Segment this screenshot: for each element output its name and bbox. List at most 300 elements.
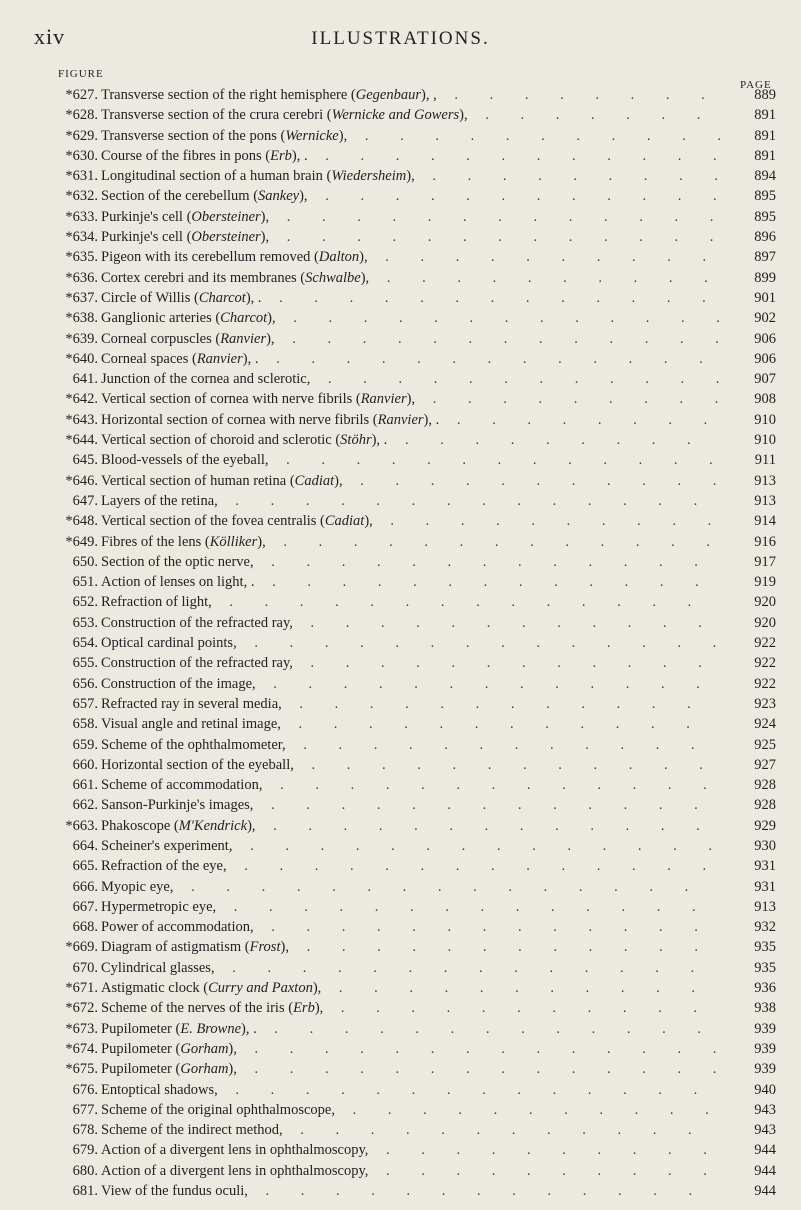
list-item [0,917,801,937]
figure-caption [101,978,721,998]
page-number: 944 [754,1183,776,1200]
caption-text: Horizontal section of cornea with nerve fibrils ( [101,411,378,428]
list-item [0,958,801,978]
caption-suffix: ), [312,980,322,997]
caption-text: Pupilometer ( [101,1040,181,1057]
figure-caption [101,775,721,795]
figure-caption [101,85,721,105]
caption-suffix: ), [360,269,370,286]
caption-suffix: ), . [242,350,259,367]
caption-text: Sanson-Purkinje's images, [101,797,254,814]
figure-caption [101,166,721,186]
caption-author: Cadiat [324,513,365,530]
page-number: 943 [754,1122,776,1139]
page-header [0,22,801,56]
page-number: 919 [754,574,776,591]
page-number: 944 [754,1162,776,1179]
figure-number: *646. [65,472,98,489]
caption-text: Pigeon with its cerebellum removed ( [101,249,319,266]
caption-suffix: ), [267,310,276,327]
page-number: 891 [754,127,776,144]
caption-author: Charcot [220,310,268,327]
caption-suffix: ), . [245,289,262,306]
list-item [0,856,801,876]
list-item [0,247,801,267]
caption-suffix: ), [406,391,416,408]
figure-number: *639. [65,330,98,347]
list-item [0,186,801,206]
figure-number: 650. [72,553,98,570]
page-number: 920 [754,594,776,611]
page-number: 922 [754,655,776,672]
figure-caption [101,349,721,369]
caption-author: M'Kendrick [178,817,248,834]
page-number: 927 [754,756,776,773]
page-number: 895 [754,188,776,205]
figure-number: 678. [72,1122,98,1139]
page-number: 940 [754,1081,776,1098]
figure-number: *629. [65,127,98,144]
figure-number: *649. [65,533,98,550]
caption-author: Gorham [180,1061,229,1078]
list-item [0,1120,801,1140]
page-number: 938 [754,1000,776,1017]
figure-caption [101,917,721,937]
figure-caption [101,836,721,856]
figure-caption [101,227,721,247]
figure-number: *643. [65,411,98,428]
list-item [0,1059,801,1079]
caption-author: Dalton [318,249,360,266]
figure-number: *633. [65,208,98,225]
figure-caption [101,1059,721,1079]
figure-number: 666. [72,878,98,895]
figure-caption [101,491,721,511]
list-item [0,349,801,369]
caption-text: Purkinje's cell ( [101,208,192,225]
figure-caption [101,714,721,734]
caption-suffix: ), [299,188,308,205]
caption-text: Transverse section of the right hemisphere ( [101,87,356,103]
figure-caption [101,674,721,694]
list-item [0,105,801,125]
figure-caption [101,410,721,430]
figure-number: *644. [65,432,98,449]
caption-text: Hypermetropic eye, [101,898,217,915]
caption-suffix: ), . [371,432,388,449]
caption-suffix: ), [257,533,266,550]
page-number: 906 [754,330,776,347]
illustration-list [0,85,801,1201]
caption-text: Scheme of the nerves of the iris ( [101,1000,294,1017]
figure-column-heading: FIGURE [58,68,104,80]
caption-text: Action of lenses on light, . [101,574,255,591]
caption-text: Course of the fibres in pons ( [101,147,271,164]
caption-text: Transverse section of the pons ( [101,127,286,144]
figure-caption [101,389,721,409]
figure-number: *663. [65,817,98,834]
figure-number: 676. [72,1081,98,1098]
caption-suffix: ), . [423,411,440,428]
list-item [0,126,801,146]
page-number: 914 [754,513,776,530]
figure-number: *628. [65,107,98,124]
figure-number: *632. [65,188,98,205]
caption-text: Diagram of astigmatism ( [101,939,250,956]
caption-author: E. Browne [180,1020,242,1037]
page-number: 939 [754,1061,776,1078]
figure-caption [101,511,721,531]
page-number: 924 [754,716,776,733]
caption-suffix: ), [260,208,270,225]
page-number: 939 [754,1020,776,1037]
figure-number: *631. [65,168,98,185]
caption-text: Vertical section of human retina ( [101,472,295,489]
caption-text: Ganglionic arteries ( [101,310,221,327]
page-number: 896 [754,229,776,246]
page-number: 931 [754,858,776,875]
page-number: 908 [754,391,776,408]
figure-number: *671. [65,980,98,997]
list-item [0,694,801,714]
caption-author: Obersteiner [191,229,261,246]
page-number: 910 [754,411,776,428]
figure-caption [101,450,721,470]
figure-number: *672. [65,1000,98,1017]
caption-text: Power of accommodation, [101,919,254,936]
figure-number: 659. [72,736,98,753]
figure-caption [101,592,721,612]
list-item [0,653,801,673]
caption-text: Longitudinal section of a human brain ( [101,168,332,185]
caption-text: Vertical section of the fovea centralis ( [101,513,325,530]
caption-text: Construction of the refracted ray, [101,614,293,631]
caption-author: Ranvier [377,411,424,428]
page-number: 930 [754,837,776,854]
page-number: 889 [754,87,776,103]
figure-number: 641. [72,371,98,388]
caption-text: Horizontal section of the eyeball, [101,756,294,773]
figure-number: 647. [72,492,98,509]
list-item [0,369,801,389]
caption-author: Gegenbaur [355,87,422,103]
caption-text: View of the fundus oculi, [101,1183,248,1200]
caption-author: Erb [293,1000,315,1017]
list-item [0,897,801,917]
caption-suffix: ), [247,817,256,834]
figure-caption [101,471,721,491]
figure-caption [101,1140,721,1160]
caption-suffix: ), [228,1061,237,1078]
figure-number: *675. [65,1061,98,1078]
figure-caption [101,897,721,917]
page-number: 925 [754,736,776,753]
list-item [0,998,801,1018]
list-item [0,836,801,856]
list-item [0,85,801,105]
page-number: 913 [754,492,776,509]
caption-suffix: ), [359,249,368,266]
list-item [0,1100,801,1120]
list-item [0,735,801,755]
figure-number: *635. [65,249,98,266]
figure-number: 645. [72,452,98,469]
list-item [0,552,801,572]
list-item [0,1181,801,1201]
caption-author: Kölliker [209,533,258,550]
figure-caption [101,329,721,349]
page-number: 939 [754,1040,776,1057]
caption-author: Gorham [180,1040,229,1057]
figure-number: 662. [72,797,98,814]
figure-caption [101,653,721,673]
figure-number: 653. [72,614,98,631]
page-number: 895 [754,208,776,225]
caption-author: Charcot [198,289,246,306]
page-number: 911 [754,452,776,469]
caption-author: Schwalbe [305,269,361,286]
figure-caption [101,532,721,552]
figure-number: 679. [72,1142,98,1159]
caption-author: Ranvier [220,330,267,347]
figure-caption [101,755,721,775]
caption-author: Stöhr [340,432,372,449]
list-item [0,268,801,288]
figure-caption [101,795,721,815]
list-item [0,1039,801,1059]
caption-text: Section of the cerebellum ( [101,188,259,205]
caption-text: Construction of the refracted ray, [101,655,293,672]
caption-suffix: ), [280,939,289,956]
figure-caption [101,856,721,876]
figure-caption [101,268,721,288]
figure-number: 660. [72,756,98,773]
figure-caption [101,1181,721,1201]
page-number: 922 [754,635,776,652]
figure-number: 665. [72,858,98,875]
figure-caption [101,877,721,897]
list-item [0,674,801,694]
figure-caption [101,1161,721,1181]
caption-text: Optical cardinal points, [101,635,237,652]
list-item [0,329,801,349]
figure-number: 655. [72,655,98,672]
caption-text: Scheiner's experiment, [101,837,233,854]
list-item [0,613,801,633]
caption-text: Pupilometer ( [101,1020,181,1037]
list-item [0,1140,801,1160]
figure-caption [101,816,721,836]
caption-text: Cortex cerebri and its membranes ( [101,269,306,286]
page-number: 920 [754,614,776,631]
figure-number: 667. [72,898,98,915]
list-item [0,937,801,957]
caption-text: Scheme of accommodation, [101,777,263,794]
list-item [0,450,801,470]
list-item [0,816,801,836]
caption-text: Vertical section of choroid and sclerotic ( [101,432,341,449]
figure-caption [101,105,721,125]
figure-number: 657. [72,695,98,712]
page-column-heading: PAGE [740,79,772,91]
figure-caption [101,1100,721,1120]
list-item [0,511,801,531]
caption-author: Curry and Paxton [208,980,313,997]
caption-text: Junction of the cornea and sclerotic, [101,371,311,388]
figure-number: *674. [65,1040,98,1057]
list-item [0,532,801,552]
caption-text: Action of a divergent lens in ophthalmoscopy, [101,1162,369,1179]
caption-author: Wernicke and Gowers [331,107,460,124]
page-number: 910 [754,432,776,449]
caption-text: Vertical section of cornea with nerve fibrils ( [101,391,361,408]
caption-text: Astigmatic clock ( [101,980,209,997]
list-item [0,227,801,247]
list-item [0,978,801,998]
figure-caption [101,369,721,389]
figure-caption [101,430,721,450]
caption-author: Sankey [258,188,300,205]
figure-caption [101,1039,721,1059]
caption-author: Wiedersheim [331,168,407,185]
figure-caption [101,613,721,633]
caption-author: Ranvier [360,391,407,408]
figure-number: *637. [65,289,98,306]
list-item [0,592,801,612]
page-number: 899 [754,269,776,286]
figure-caption [101,937,721,957]
page-number: 932 [754,919,776,936]
figure-caption [101,633,721,653]
caption-suffix: ), . [291,147,308,164]
list-item [0,572,801,592]
figure-number: 651. [72,574,98,591]
figure-number: 661. [72,777,98,794]
caption-text: Visual angle and retinal image, [101,716,281,733]
caption-suffix: ), [338,127,348,144]
list-item [0,1161,801,1181]
list-item [0,755,801,775]
caption-text: Refracted ray in several media, [101,695,282,712]
caption-author: Obersteiner [191,208,261,225]
caption-text: Transverse section of the crura cerebri ( [101,107,332,124]
figure-caption [101,1019,721,1039]
figure-caption [101,186,721,206]
list-item [0,288,801,308]
caption-text: Blood-vessels of the eyeball, [101,452,269,469]
figure-caption [101,308,721,328]
caption-text: Refraction of the eye, [101,858,227,875]
page-number: 935 [754,959,776,976]
caption-text: Circle of Willis ( [101,289,199,306]
page-number: 928 [754,797,776,814]
caption-suffix: ), [260,229,270,246]
caption-text: Refraction of light, [101,594,212,611]
list-item [0,491,801,511]
caption-author: Frost [249,939,281,956]
page-number: 894 [754,168,776,185]
caption-text: Purkinje's cell ( [101,229,192,246]
caption-text: Construction of the image, [101,675,256,692]
page-number: 936 [754,980,776,997]
figure-number: 652. [72,594,98,611]
caption-author: Wernicke [285,127,339,144]
page-number: 913 [754,898,776,915]
page-number: 923 [754,695,776,712]
page-folio: xiv [34,24,66,49]
figure-number: *640. [65,350,98,367]
page-number: 901 [754,289,776,306]
figure-number: *638. [65,310,98,327]
caption-suffix: ), . [241,1020,257,1037]
caption-suffix: ), , [421,87,437,103]
figure-number: 668. [72,919,98,936]
caption-author: Erb [270,147,292,164]
caption-author: Ranvier [196,350,243,367]
list-item [0,1080,801,1100]
figure-caption [101,1080,721,1100]
caption-text: Corneal corpuscles ( [101,330,221,347]
figure-caption [101,735,721,755]
figure-caption [101,572,721,592]
figure-caption [101,694,721,714]
page-number: 929 [754,817,776,834]
figure-number: *630. [65,147,98,164]
list-item [0,166,801,186]
caption-text: Scheme of the indirect method, [101,1122,283,1139]
figure-caption [101,998,721,1018]
caption-text: Fibres of the lens ( [101,533,210,550]
page-number: 943 [754,1101,776,1118]
page-number: 891 [754,147,776,164]
caption-text: Myopic eye, [101,878,174,895]
figure-number: 656. [72,675,98,692]
caption-text: Scheme of the original ophthalmoscope, [101,1101,335,1118]
caption-text: Corneal spaces ( [101,350,197,367]
caption-text: Layers of the retina, [101,492,218,509]
list-item [0,775,801,795]
page-number: 902 [754,310,776,327]
page-number: 891 [754,107,776,124]
caption-suffix: ), [334,472,343,489]
figure-caption [101,552,721,572]
caption-suffix: ), [228,1040,237,1057]
figure-caption [101,247,721,267]
figure-number: *673. [65,1020,98,1037]
page-number: 897 [754,249,776,266]
caption-suffix: ), [406,168,415,185]
figure-number: *648. [65,513,98,530]
figure-caption [101,1120,721,1140]
list-item [0,795,801,815]
page-number: 913 [754,472,776,489]
page-number: 917 [754,553,776,570]
list-item [0,389,801,409]
list-item [0,877,801,897]
list-item [0,714,801,734]
running-title: ILLUSTRATIONS. [311,28,490,49]
caption-suffix: ), [266,330,275,347]
figure-number: 670. [72,959,98,976]
caption-text: Entoptical shadows, [101,1081,218,1098]
list-item [0,430,801,450]
figure-caption [101,207,721,227]
figure-caption [101,126,721,146]
caption-text: Action of a divergent lens in ophthalmoscopy, [101,1142,369,1159]
caption-suffix: ), [364,513,373,530]
page-number: 906 [754,350,776,367]
page-number: 944 [754,1142,776,1159]
